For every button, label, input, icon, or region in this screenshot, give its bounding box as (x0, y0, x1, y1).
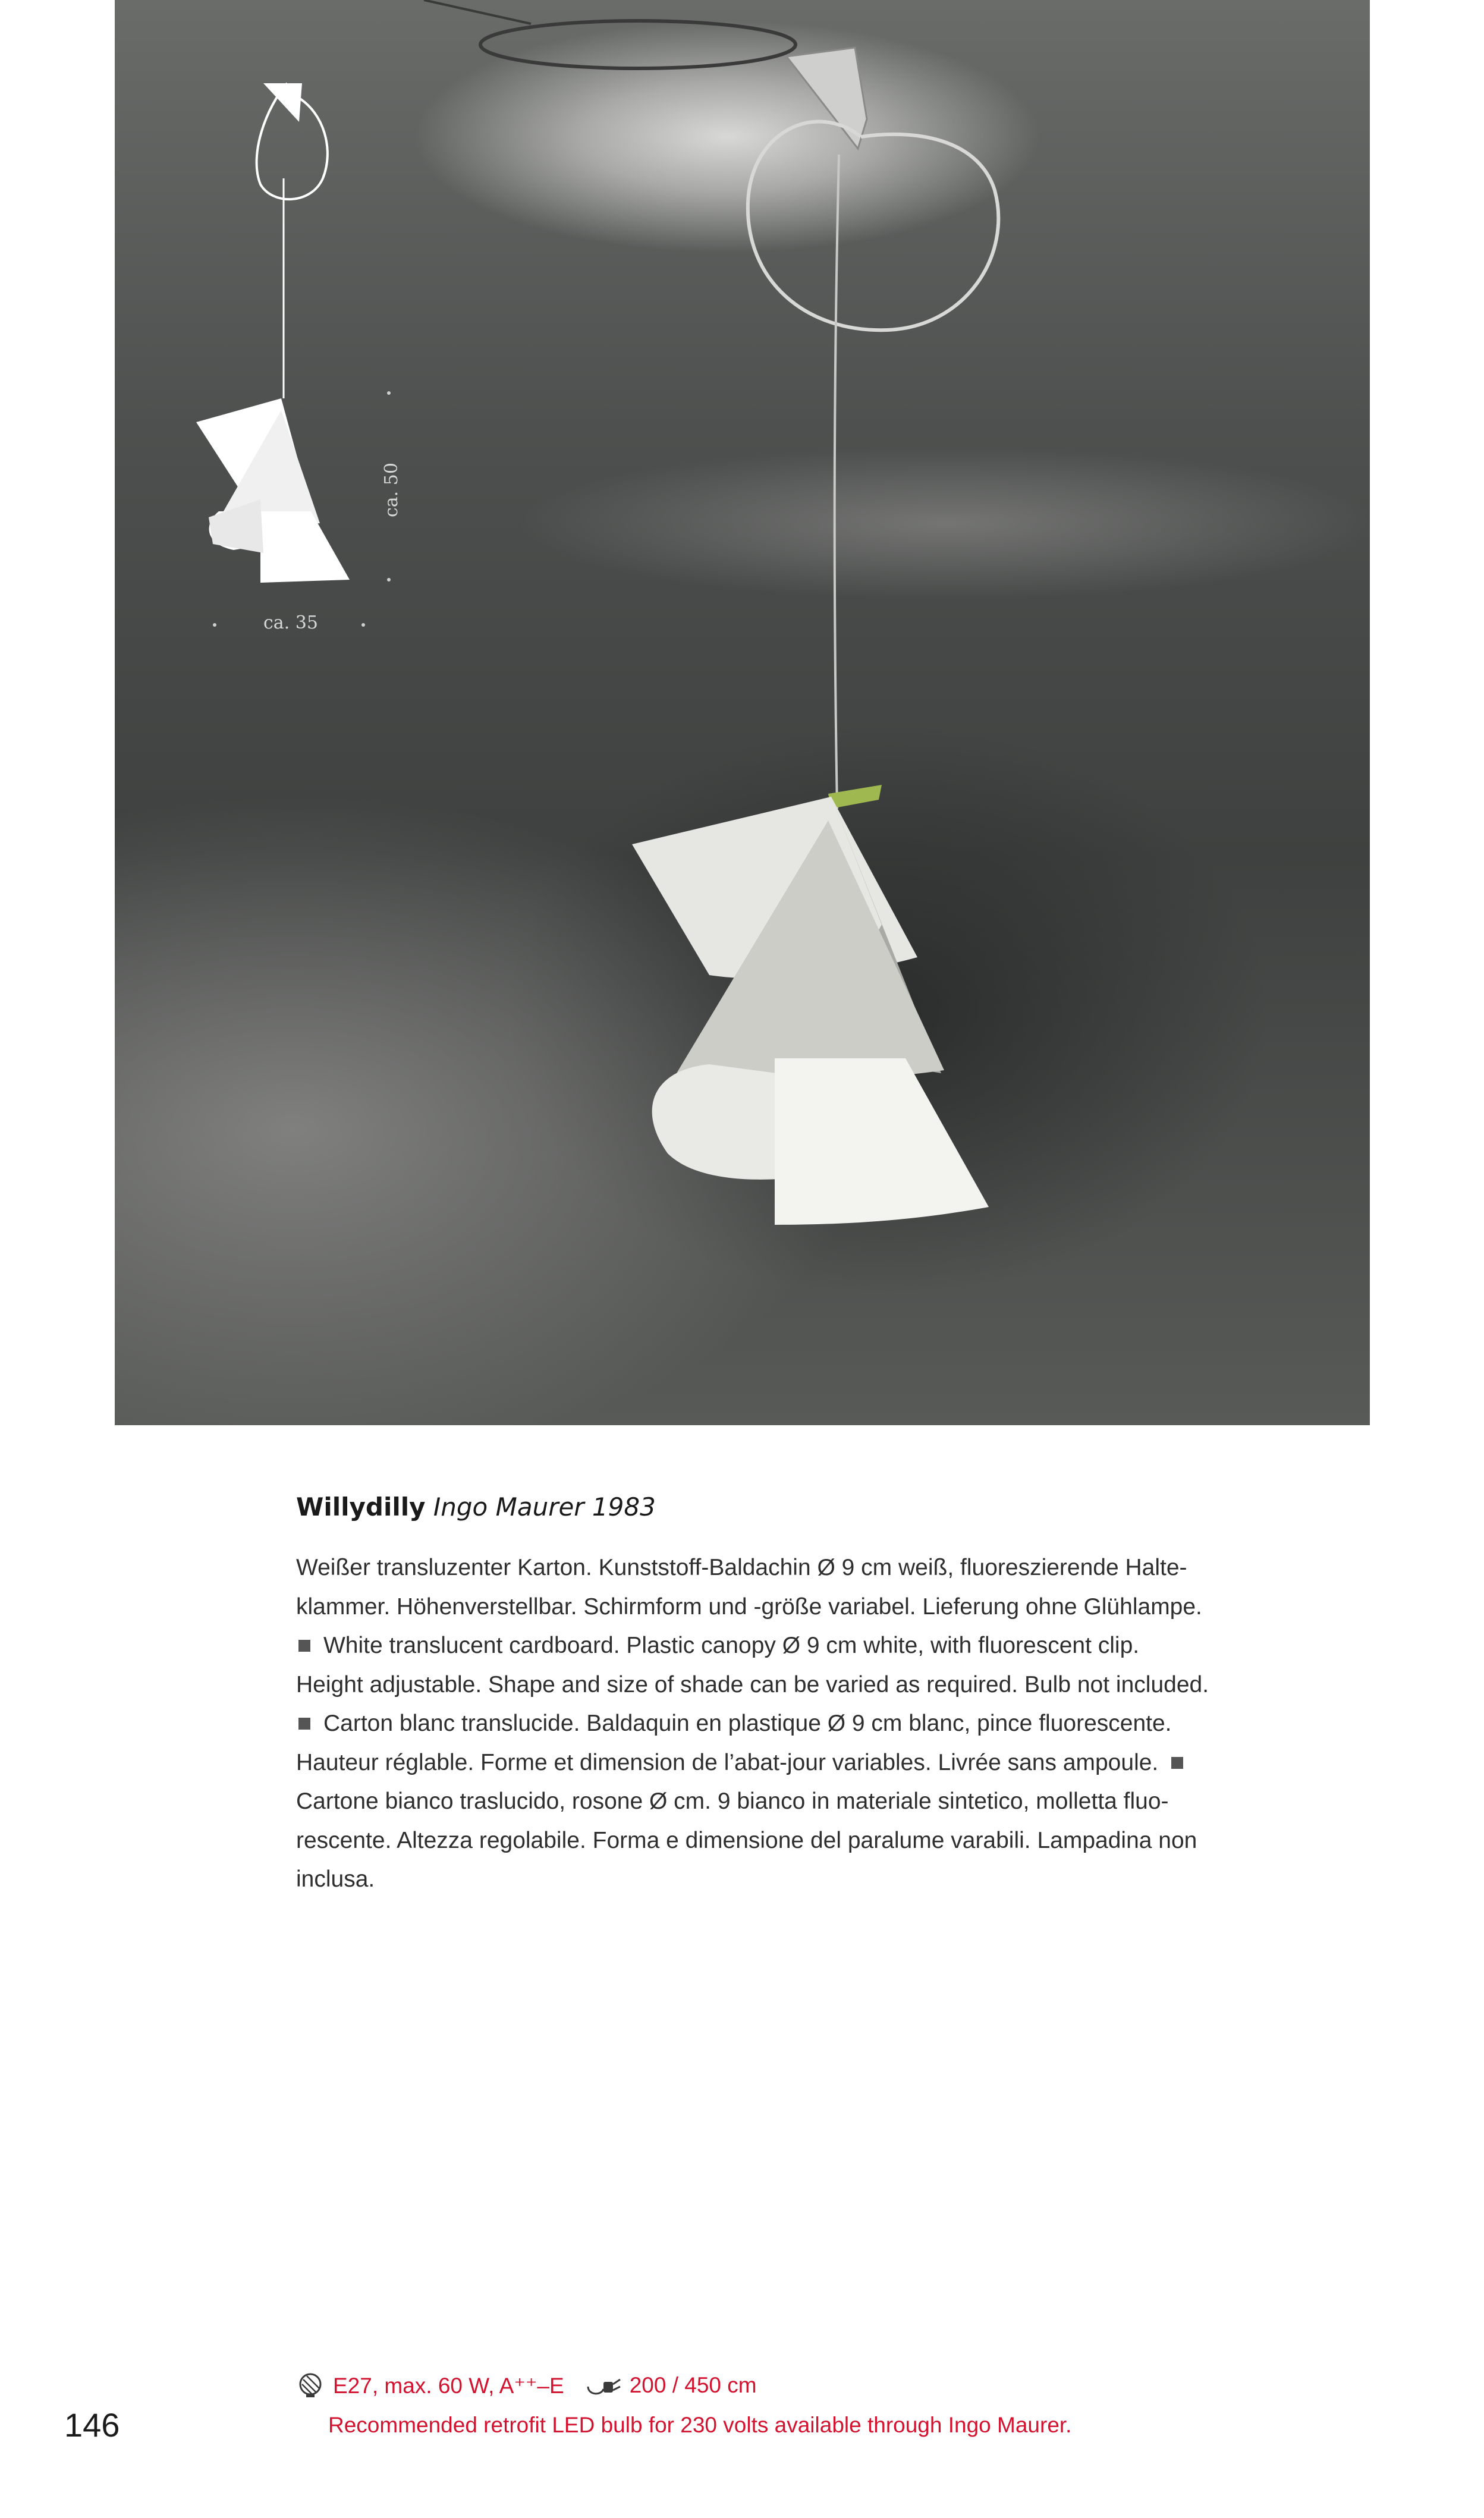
square-bullet-icon (298, 1718, 310, 1730)
description-line: Height adjustable. Shape and size of shade can be varied as required. Bulb not included. (296, 1671, 1209, 1697)
product-content (296, 1492, 1271, 1899)
dim-dot (387, 578, 391, 581)
dim-dot (361, 623, 365, 627)
product-name: Willydilly (296, 1492, 426, 1522)
cable (835, 155, 839, 809)
description-line: klammer. Höhenverstellbar. Schirmform und -größe variabel. Lieferung ohne Glühlampe. (296, 1593, 1202, 1620)
width-dimension-label: ca. 35 (263, 612, 318, 633)
square-bullet-icon (1171, 1757, 1183, 1769)
description-line: inclusa. (296, 1866, 375, 1893)
dim-dot (387, 391, 391, 395)
schematic-canopy (263, 83, 302, 122)
dim-dot (213, 623, 216, 627)
description-line: Cartone bianco traslucido, rosone Ø cm. 9 bianco in materiale sintetico, molletta fluo- (296, 1788, 1169, 1815)
description-line: Hauteur réglable. Forme et dimension de l’abat-jour variables. Livrée sans ampoule. (296, 1749, 1159, 1775)
shade-lower-right (775, 1058, 989, 1225)
bulb-spec: E27, max. 60 W, A⁺⁺–E (333, 2373, 564, 2398)
product-title (296, 1492, 1271, 1522)
page-number: 146 (64, 2406, 120, 2444)
schematic-shade-4 (260, 511, 350, 583)
cable-plug-icon (586, 2371, 624, 2400)
product-description (296, 1548, 1271, 1899)
spec-line (296, 2368, 757, 2403)
cable-loop (748, 122, 998, 331)
led-recommendation-note: Recommended retrofit LED bulb for 230 volts available through Ingo Maurer. (328, 2413, 1072, 2437)
description-line: Weißer transluzenter Karton. Kunststoff-Baldachin Ø 9 cm weiß, fluoreszierende Halte- (296, 1555, 1187, 1581)
description-line: Carton blanc translucide. Baldaquin en plastique Ø 9 cm blanc, pince fluorescente. (323, 1711, 1172, 1737)
description-line: rescente. Altezza regolabile. Forma e dimensione del paralume varabili. Lampadina non (296, 1827, 1197, 1853)
product-photo (115, 0, 1370, 1425)
square-bullet-icon (298, 1640, 310, 1652)
lamp-illustration (115, 0, 1370, 1425)
ceiling-ring (480, 21, 796, 68)
description-line: White translucent cardboard. Plastic canopy Ø 9 cm white, with fluorescent clip. (323, 1633, 1140, 1659)
bulb-icon (296, 2371, 325, 2400)
product-designer-year: Ingo Maurer 1983 (433, 1492, 656, 1522)
height-dimension-label: ca. 50 (381, 463, 402, 517)
cable-length-spec: 200 / 450 cm (629, 2373, 757, 2397)
